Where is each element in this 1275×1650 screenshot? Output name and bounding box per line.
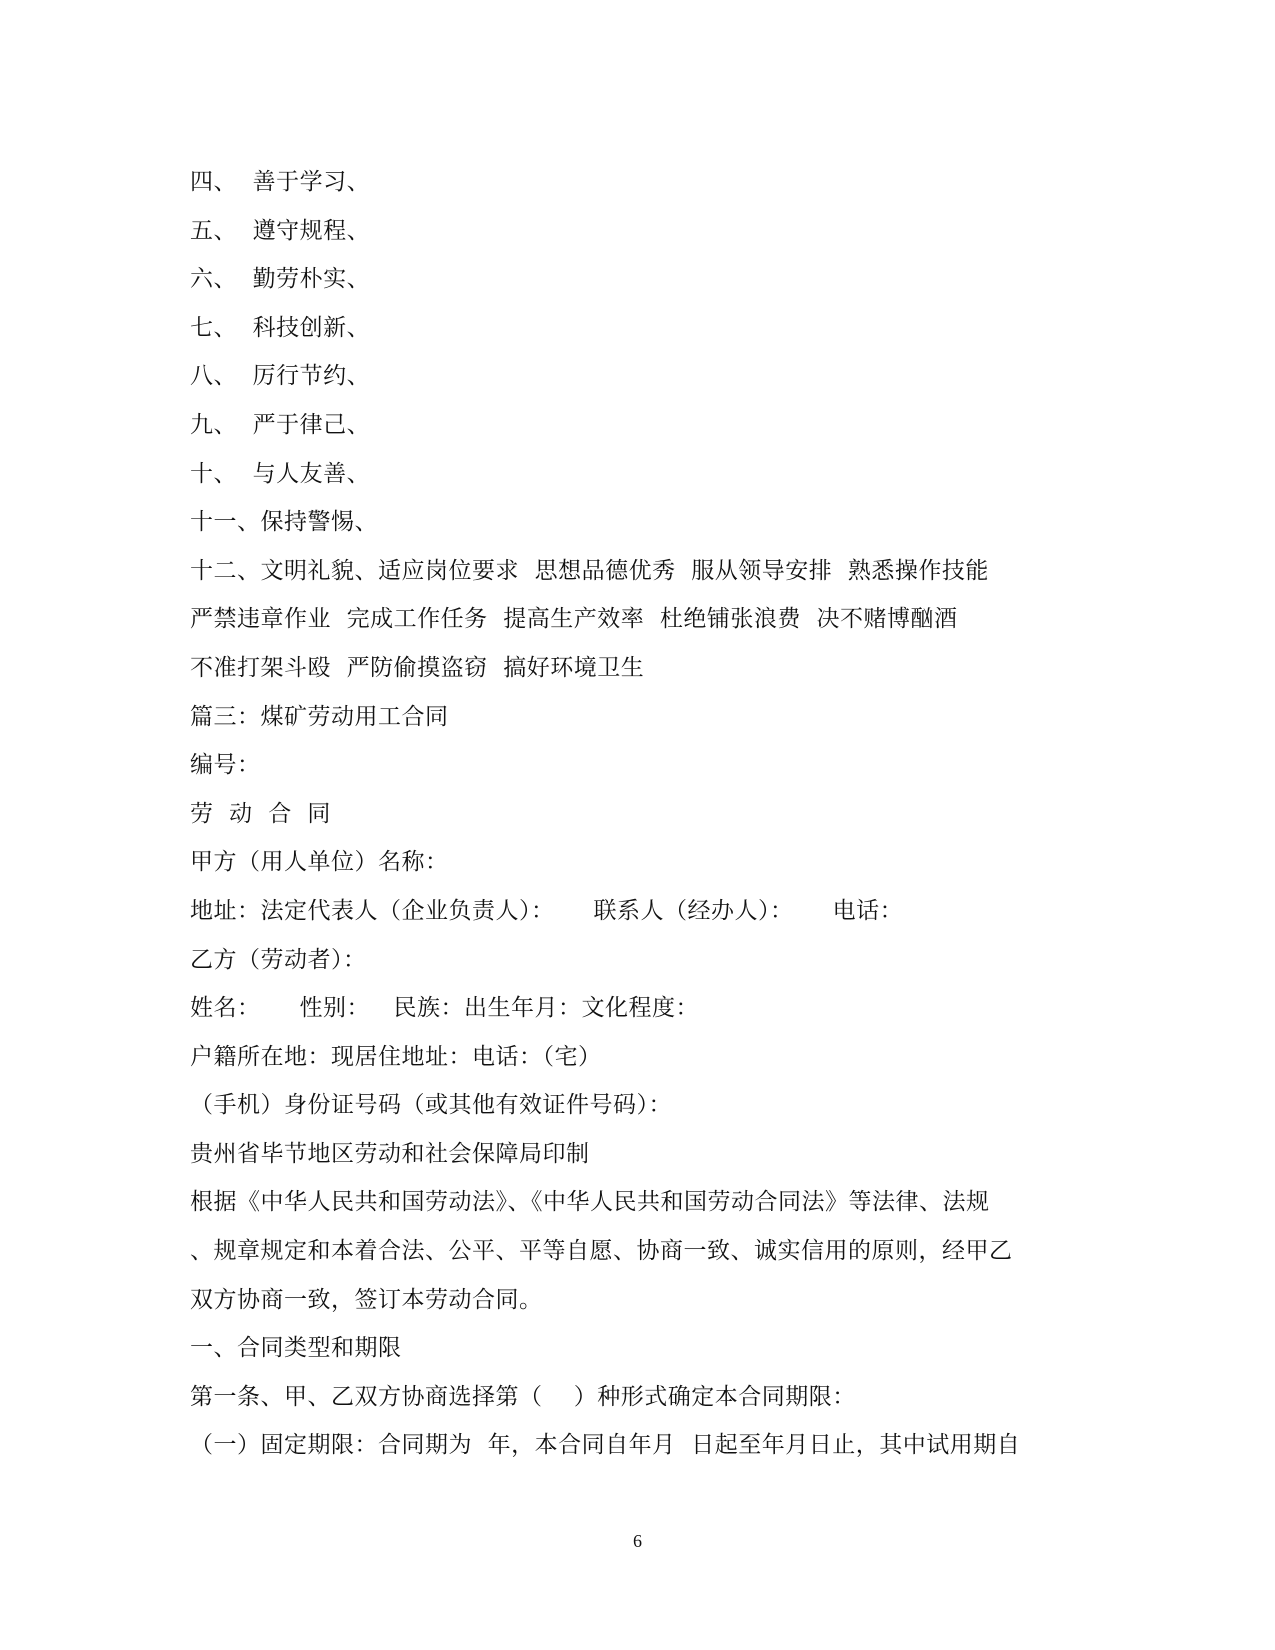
- list-item-4: 四、 善于学习、: [190, 169, 371, 195]
- list-item-8: 八、 厉行节约、: [190, 363, 371, 390]
- document-body: [190, 158, 1070, 1470]
- list-item-12: 十二、文明礼貌、适应岗位要求 思想品德优秀 服从领导安排 熟悉操作技能: [190, 557, 989, 584]
- slogan-line: 不准打架斗殴 严防偷摸盗窃 搞好环境卫生: [190, 654, 645, 681]
- list-item-6: 六、 勤劳朴实、: [190, 266, 371, 293]
- article-line: 第一条、甲、乙双方协商选择第（ ）种形式确定本合同期限：: [190, 1383, 856, 1410]
- party-b-id-field: （手机）身份证号码（或其他有效证件号码）：: [190, 1092, 672, 1119]
- list-item-9: 九、 严于律己、: [190, 411, 371, 438]
- party-b-address-fields: 户籍所在地：现居住地址：电话：（宅）: [190, 1043, 602, 1070]
- party-b-label: 乙方（劳动者）：: [190, 946, 367, 973]
- paragraph-line: 根据《中华人民共和国劳动法》、《中华人民共和国劳动合同法》等法律、法规: [190, 1189, 990, 1216]
- contract-title: 劳 动 合 同: [190, 800, 331, 827]
- party-a-contact-fields: 地址：法定代表人（企业负责人）： 联系人（经办人）： 电话：: [190, 897, 904, 924]
- article-line: （一）固定期限：合同期为 年，本合同自年月 日起至年月日止，其中试用期自: [190, 1432, 1021, 1459]
- paragraph-line: 双方协商一致，签订本劳动合同。: [190, 1286, 543, 1313]
- list-item-7: 七、 科技创新、: [190, 314, 371, 341]
- paragraph-line: 、规章规定和本着合法、公平、平等自愿、协商一致、诚实信用的原则，经甲乙: [190, 1238, 1013, 1265]
- section-heading: 篇三：煤矿劳动用工合同: [190, 703, 449, 730]
- contract-number-label: 编号：: [190, 752, 261, 779]
- list-item-5: 五、 遵守规程、: [190, 217, 371, 244]
- section-heading: 一、合同类型和期限: [190, 1335, 402, 1362]
- slogan-line: 严禁违章作业 完成工作任务 提高生产效率 杜绝铺张浪费 决不赌博酗酒: [190, 606, 958, 633]
- list-item-10: 十、 与人友善、: [190, 460, 371, 487]
- list-item-11: 十一、保持警惕、: [190, 509, 378, 536]
- issuer-line: 贵州省毕节地区劳动和社会保障局印制: [190, 1140, 590, 1167]
- page-number: 6: [633, 1531, 642, 1551]
- party-a-name-field: 甲方（用人单位）名称：: [190, 849, 449, 876]
- party-b-personal-fields: 姓名： 性别： 民族：出生年月：文化程度：: [190, 995, 699, 1022]
